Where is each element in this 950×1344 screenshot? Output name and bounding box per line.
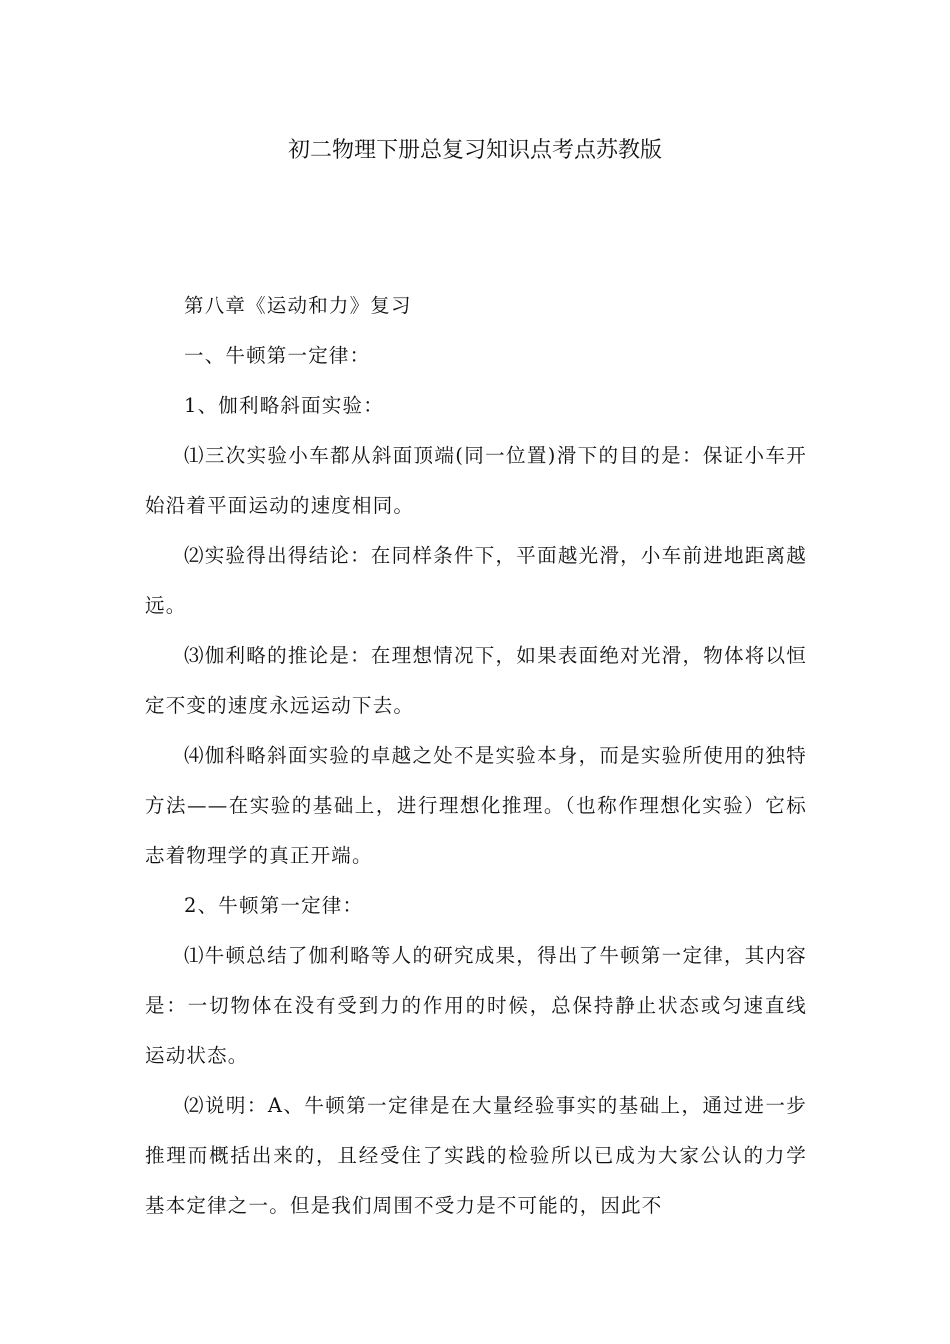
paragraph: ⑴三次实验小车都从斜面顶端(同一位置)滑下的目的是：保证小车开始沿着平面运动的速度相同。 xyxy=(145,444,807,517)
paragraph: ⑵说明：A、牛顿第一定律是在大量经验事实的基础上，通过进一步推理而概括出来的，且经受住了实践的检验所以已成为大家公认的力学基本定律之一。但是我们周围不受力是不可能的，因此不 xyxy=(145,1094,807,1217)
chapter-heading: 第八章《运动和力》复习 xyxy=(184,294,412,317)
document-title: 初二物理下册总复习知识点考点苏教版 xyxy=(287,138,662,163)
subsection-heading: 1、伽利略斜面实验： xyxy=(184,394,384,417)
paragraph: ⑷伽科略斜面实验的卓越之处不是实验本身，而是实验所使用的独特方法——在实验的基础上，进行理想化推理。（也称作理想化实验）它标志着物理学的真正开端。 xyxy=(145,744,807,867)
section-heading: 一、牛顿第一定律： xyxy=(184,344,371,367)
paragraph: ⑶伽利略的推论是：在理想情况下，如果表面绝对光滑，物体将以恒定不变的速度永远运动下去。 xyxy=(145,644,807,717)
paragraph: ⑴牛顿总结了伽利略等人的研究成果，得出了牛顿第一定律，其内容是：一切物体在没有受到力的作用的时候，总保持静止状态或匀速直线运动状态。 xyxy=(145,944,807,1067)
subsection-heading: 2、牛顿第一定律： xyxy=(184,894,364,917)
document-body xyxy=(145,281,807,1231)
paragraph: ⑵实验得出得结论：在同样条件下，平面越光滑，小车前进地距离越远。 xyxy=(145,544,807,617)
